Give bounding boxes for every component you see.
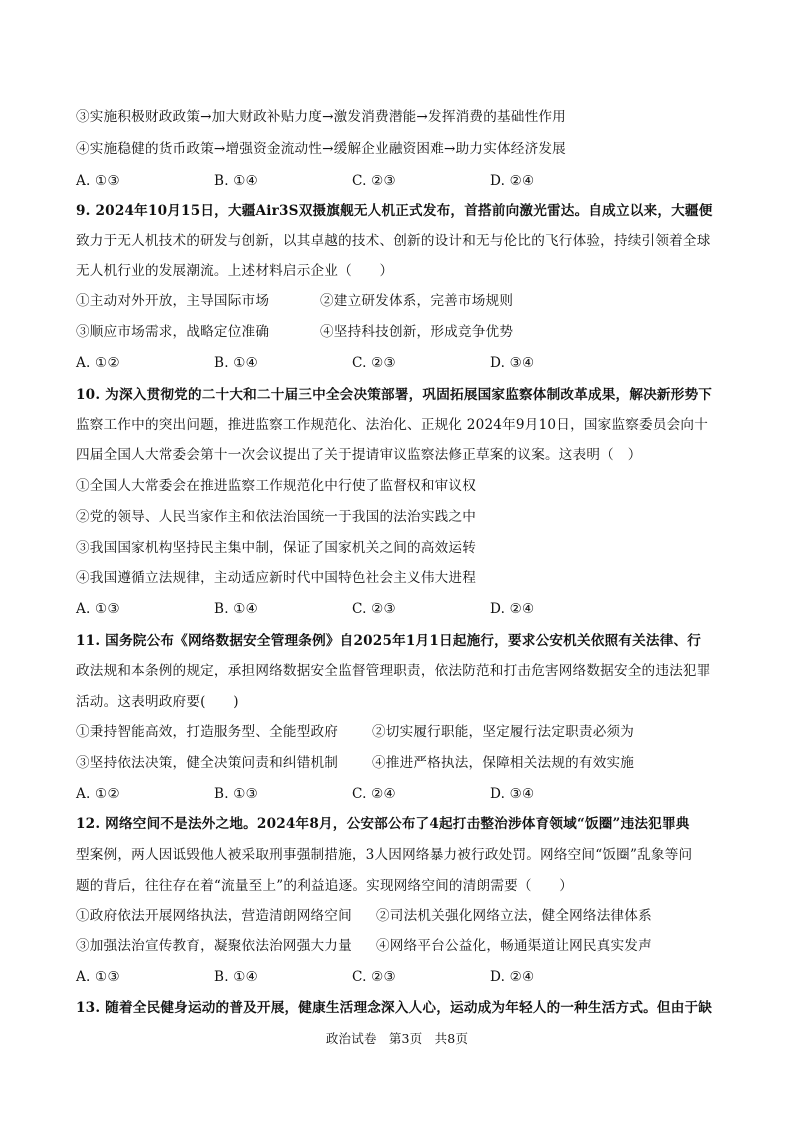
- q12-choice-a: A. ①③: [76, 969, 120, 985]
- q11-option-3: ③坚持依法决策，健全决策问责和纠错机制: [76, 755, 339, 771]
- q12-option-2: ②司法机关强化网络立法，健全网络法律体系: [376, 908, 652, 924]
- q10-choice-b: B. ①④: [214, 601, 259, 617]
- q11-choice-a: A. ①②: [76, 786, 120, 802]
- q13-stem-line-1: 13. 随着全民健身运动的普及开展，健康生活理念深入人心，运动成为年轻人的一种生活方式。但由于缺: [76, 1000, 713, 1016]
- q9-stem-line-1: 9. 2024年10月15日，大疆Air3S双摄旗舰无人机正式发布，首搭前向激光雷达。自成立以来，大疆便: [76, 203, 713, 219]
- q11-stem-line-1: 11. 国务院公布《网络数据安全管理条例》自2025年1月1日起施行，要求公安机关依照有关法律、行: [76, 633, 702, 649]
- q11-options-row-1: [76, 722, 756, 742]
- q10-option-2: ②党的领导、人民当家作主和依法治国统一于我国的法治实践之中: [76, 509, 477, 525]
- q12-choice-b: B. ①④: [214, 969, 259, 985]
- q9-choice-a: A. ①②: [76, 355, 120, 371]
- q9-stem-line-2: 致力于无人机技术的研发与创新，以其卓越的技术、创新的设计和无与伦比的飞行体验，持续引领着全球: [76, 233, 711, 249]
- q9-option-3: ③顺应市场需求，战略定位准确: [76, 324, 270, 340]
- q11-choice-c: C. ②④: [352, 786, 396, 802]
- q9-options-row-2: [76, 322, 756, 342]
- q12-choice-d: D. ②④: [490, 969, 535, 985]
- footer-page-number: 第3页: [388, 1031, 423, 1046]
- q8-option-4: ④实施稳健的货币政策→增强资金流动性→缓解企业融资困难→助力实体经济发展: [76, 141, 566, 157]
- q10-stem-line-2: 监察工作中的突出问题，推进监察工作规范化、法治化、正规化 2024年9月10日，国家监察委员会向十: [76, 417, 709, 433]
- q10-option-4: ④我国遵循立法规律，主动适应新时代中国特色社会主义伟大进程: [76, 570, 477, 586]
- q12-options-row-2: [76, 936, 756, 956]
- q12-stem-line-1: 12. 网络空间不是法外之地。2024年8月，公安部公布了4起打击整治涉体育领域“饭圈”违法犯罪典: [76, 816, 690, 832]
- q8-choices: [76, 171, 756, 191]
- q12-stem-line-2: 型案例，两人因诋毁他人被采取刑事强制措施，3人因网络暴力被行政处罚。网络空间“饭圈”乱象等问: [76, 847, 693, 863]
- q11-stem-line-3: 活动。这表明政府要( ): [76, 694, 239, 710]
- q9-option-2: ②建立研发体系，完善市场规则: [320, 293, 514, 309]
- q8-choice-c: C. ②③: [352, 173, 396, 189]
- q10-choice-a: A. ①③: [76, 601, 120, 617]
- q8-choice-b: B. ①④: [214, 173, 259, 189]
- q12-option-4: ④网络平台公益化，畅通渠道让网民真实发声: [376, 938, 652, 954]
- footer-subject: 政治试卷: [325, 1031, 377, 1046]
- q11-option-4: ④推进严格执法，保障相关法规的有效实施: [372, 755, 635, 771]
- q9-choice-d: D. ③④: [490, 355, 535, 371]
- q10-stem-line-1: 10. 为深入贯彻党的二十大和二十届三中全会决策部署，巩固拓展国家监察体制改革成果，解决新形势下: [76, 387, 713, 403]
- footer-total-pages: 共8页: [434, 1031, 469, 1046]
- q12-stem-line-3: 题的背后，往往存在着“流量至上”的利益追逐。实现网络空间的清朗需要（ ）: [76, 878, 574, 894]
- q11-option-1: ①秉持智能高效，打造服务型、全能型政府: [76, 724, 339, 740]
- q12-choice-c: C. ②③: [352, 969, 396, 985]
- q9-option-4: ④坚持科技创新，形成竞争优势: [320, 324, 514, 340]
- q12-option-1: ①政府依法开展网络执法，营造清朗网络空间: [76, 908, 352, 924]
- q9-choices: [76, 353, 756, 373]
- q12-option-3: ③加强法治宣传教育，凝聚依法治网强大力量: [76, 938, 352, 954]
- q10-stem-line-3: 四届全国人大常委会第十一次会议提出了关于提请审议监察法修正草案的议案。这表明（ ）: [76, 447, 642, 463]
- q11-choices: [76, 784, 756, 804]
- q11-option-2: ②切实履行职能，坚定履行法定职责必须为: [372, 724, 635, 740]
- q9-stem-line-3: 无人机行业的发展潮流。上述材料启示企业（ ）: [76, 263, 394, 279]
- q10-choice-d: D. ②④: [490, 601, 535, 617]
- q9-choice-b: B. ①④: [214, 355, 259, 371]
- q9-options-row-1: [76, 291, 756, 311]
- q12-options-row-1: [76, 906, 756, 926]
- q9-choice-c: C. ②③: [352, 355, 396, 371]
- q9-option-1: ①主动对外开放，主导国际市场: [76, 293, 270, 309]
- q10-choices: [76, 599, 756, 619]
- q8-choice-a: A. ①③: [76, 173, 120, 189]
- q12-choices: [76, 967, 756, 987]
- q10-option-3: ③我国国家机构坚持民主集中制，保证了国家机关之间的高效运转: [76, 540, 477, 556]
- q11-choice-b: B. ①③: [214, 786, 259, 802]
- q11-stem-line-2: 政法规和本条例的规定，承担网络数据安全监督管理职责，依法防范和打击危害网络数据安全的违法犯罪: [76, 663, 711, 679]
- q11-options-row-2: [76, 753, 756, 773]
- q11-choice-d: D. ③④: [490, 786, 535, 802]
- page-footer: [0, 1030, 794, 1048]
- q10-choice-c: C. ②③: [352, 601, 396, 617]
- q8-choice-d: D. ②④: [490, 173, 535, 189]
- q8-option-3: ③实施积极财政政策→加大财政补贴力度→激发消费潜能→发挥消费的基础性作用: [76, 109, 566, 125]
- q10-option-1: ①全国人大常委会在推进监察工作规范化中行使了监督权和审议权: [76, 478, 477, 494]
